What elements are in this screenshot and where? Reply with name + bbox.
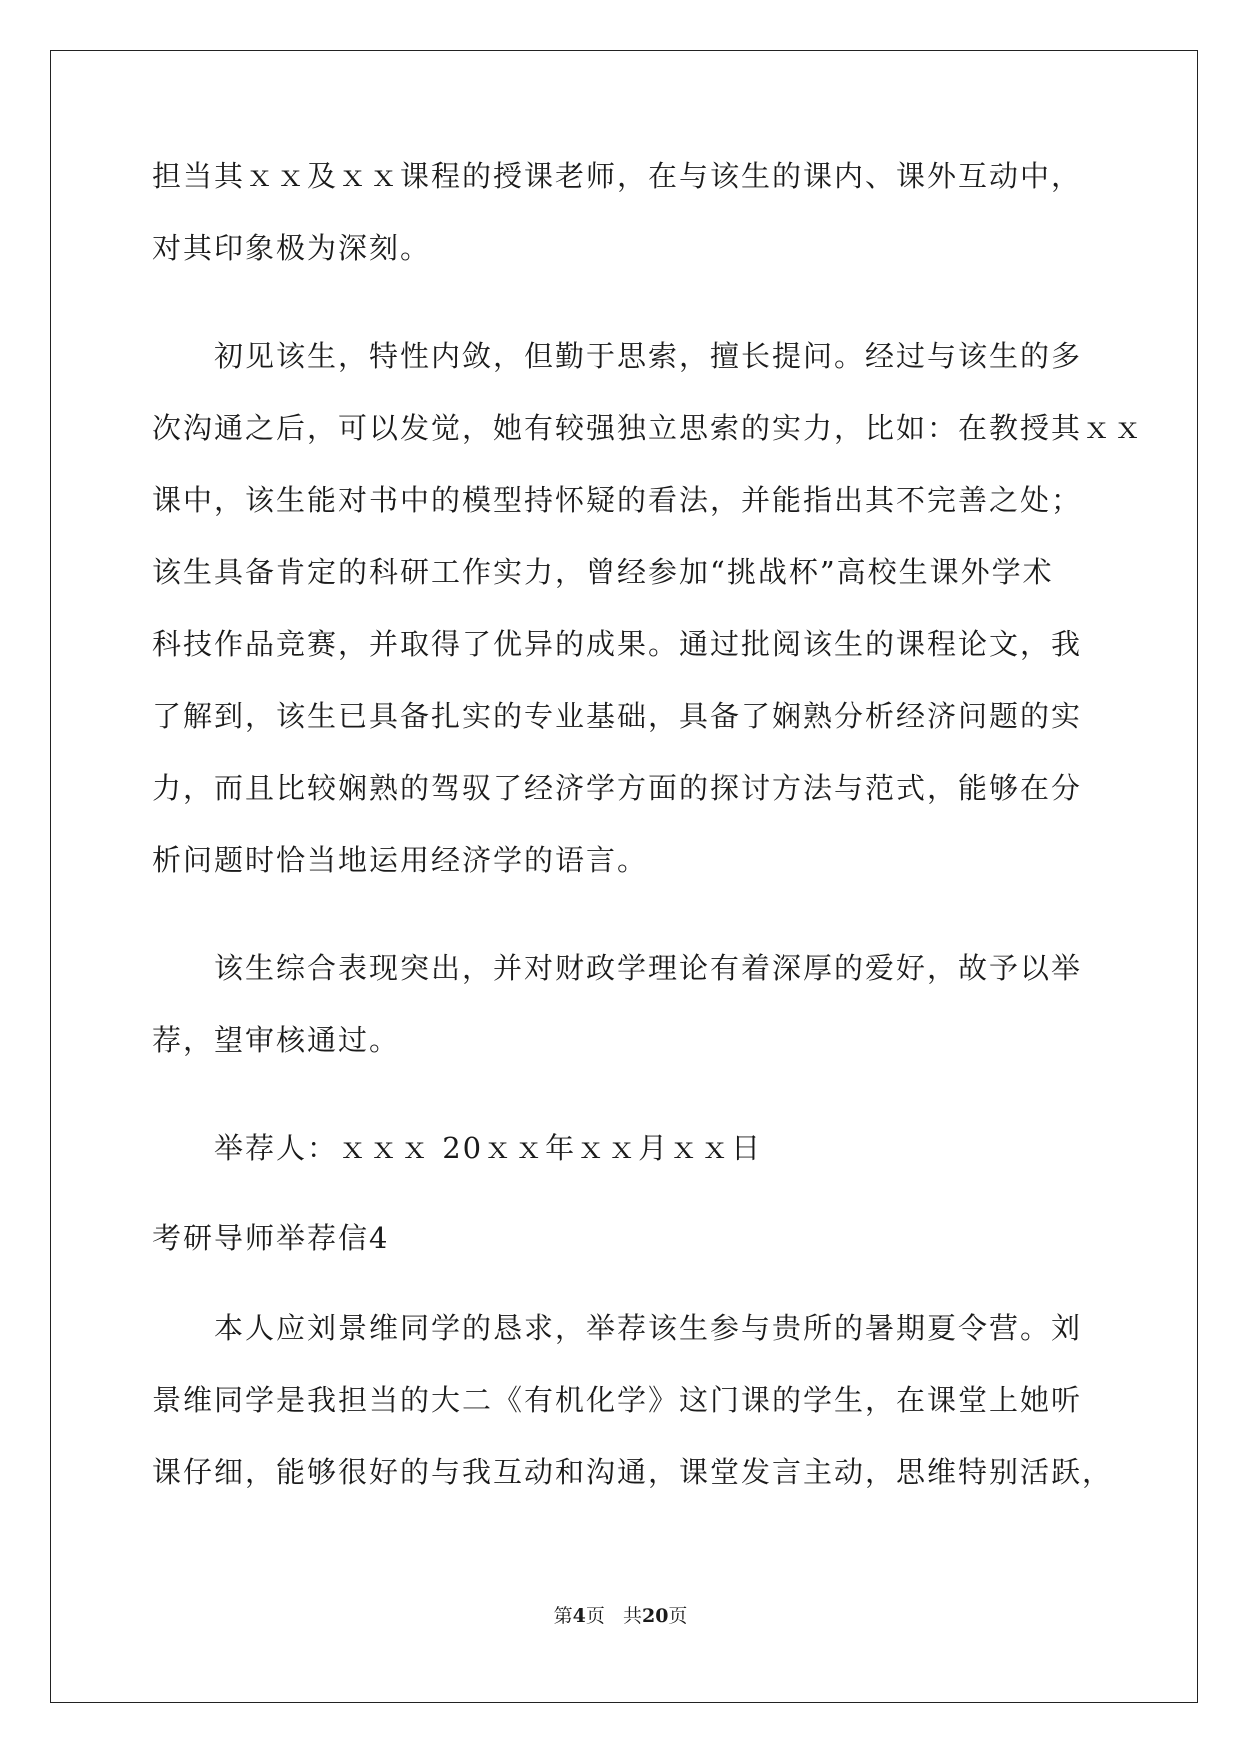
text-line: 对其印象极为深刻。 [152,231,432,265]
text-line: 荐，望审核通过。 [152,1023,401,1057]
total-suffix: 页 [668,1605,688,1627]
text-line: 课仔细，能够很好的与我互动和沟通，课堂发言主动，思维特别活跃， [152,1455,1114,1489]
text-line: 该生综合表现突出，并对财政学理论有着深厚的爱好，故予以举 [214,951,1083,985]
text-line: 了解到，该生已具备扎实的专业基础，具备了娴熟分析经济问题的实 [152,699,1083,733]
text-line: 力，而且比较娴熟的驾驭了经济学方面的探讨方法与范式，能够在分 [152,771,1083,805]
text-line: 该生具备肯定的科研工作实力，曾经参加“挑战杯”高校生课外学术 [152,555,1054,589]
text-line: 次沟通之后，可以发觉，她有较强独立思索的实力，比如：在教授其ｘｘ [152,411,1145,445]
page-suffix: 页 [585,1605,605,1627]
text-line: 本人应刘景维同学的恳求，举荐该生参与贵所的暑期夏令营。刘 [214,1311,1083,1345]
signature-line: 举荐人：ｘｘｘ 20ｘｘ年ｘｘ月ｘｘ日 [214,1131,763,1165]
total-pages: 20 [641,1605,669,1627]
text-line: 景维同学是我担当的大二《有机化学》这门课的学生，在课堂上她听 [152,1383,1083,1417]
text-line: 析问题时恰当地运用经济学的语言。 [152,843,649,877]
total-prefix: 共 [622,1605,642,1627]
page-footer [0,1604,1241,1628]
text-line: 科技作品竞赛，并取得了优异的成果。通过批阅该生的课程论文，我 [152,627,1083,661]
section-heading: 考研导师举荐信4 [152,1221,390,1255]
page-number: 4 [572,1605,586,1627]
page-prefix: 第 [553,1605,573,1627]
text-line: 初见该生，特性内敛，但勤于思索，擅长提问。经过与该生的多 [214,339,1083,373]
text-line: 担当其ｘｘ及ｘｘ课程的授课老师，在与该生的课内、课外互动中， [152,159,1083,193]
text-line: 课中，该生能对书中的模型持怀疑的看法，并能指出其不完善之处； [152,483,1083,517]
